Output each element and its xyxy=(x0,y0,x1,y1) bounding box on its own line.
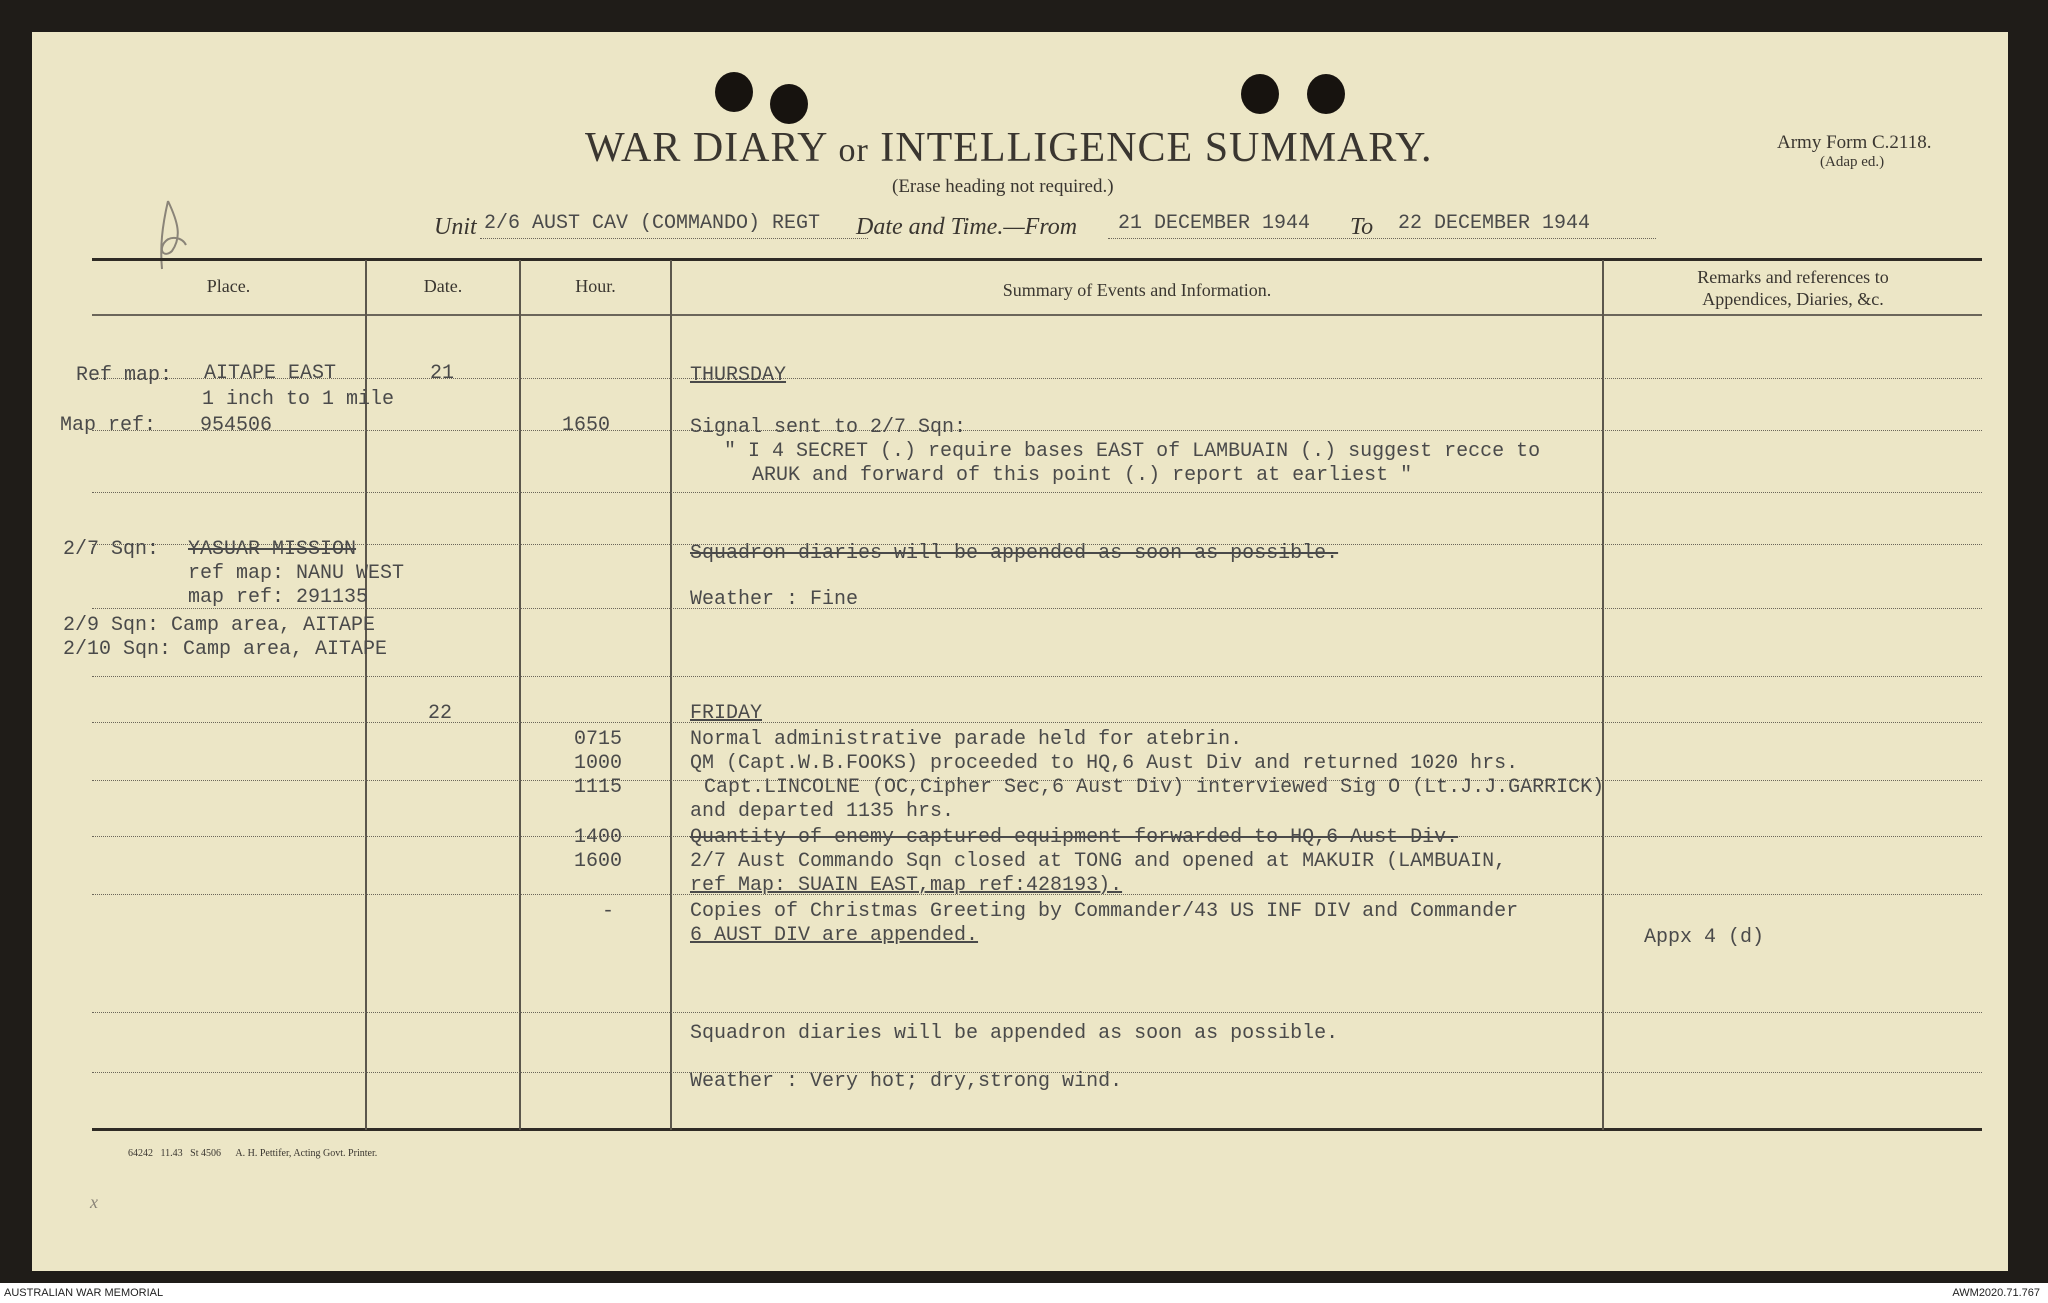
title-rest: INTELLIGENCE SUMMARY. xyxy=(880,125,1433,171)
row-line xyxy=(92,722,1982,723)
to-label: To xyxy=(1350,214,1374,240)
weather-thursday: Weather : Fine xyxy=(690,588,859,611)
map-ref-value: 954506 xyxy=(200,414,273,437)
date-time-label: Date and Time.—From xyxy=(856,214,1078,240)
event-1115-line2: and departed 1135 hrs. xyxy=(690,800,955,823)
unit-label: Unit xyxy=(434,214,477,240)
sqn-2-7-ref-map: ref map: NANU WEST xyxy=(188,562,405,585)
unit-dotted-line xyxy=(480,238,868,239)
day-thursday: THURSDAY xyxy=(690,364,787,387)
column-header-remarks xyxy=(1604,266,1982,310)
war-diary-sheet xyxy=(32,32,2008,1271)
army-form-number: Army Form C.2118. xyxy=(1777,132,1932,153)
punch-hole xyxy=(1241,74,1279,114)
hour-1115: 1115 xyxy=(574,776,623,799)
column-header-summary: Summary of Events and Information. xyxy=(1002,280,1272,300)
event-1115-line1: Capt.LINCOLNE (OC,Cipher Sec,6 Aust Div) interviewed Sig O (Lt.J.J.GARRICK) xyxy=(704,776,1605,799)
appendix-reference: Appx 4 (d) xyxy=(1644,926,1765,949)
column-header-place: Place. xyxy=(206,276,251,296)
column-divider-hour xyxy=(670,260,672,1130)
event-1600-line2: ref Map: SUAIN EAST,map ref:428193). xyxy=(690,874,1123,897)
corner-pencil-mark: x xyxy=(90,1192,98,1212)
row-line xyxy=(92,676,1982,677)
event-1400: Quantity of enemy captured equipment forwarded to HQ,6 Aust Div. xyxy=(690,826,1459,849)
ref-map-value: AITAPE EAST xyxy=(204,362,337,385)
form-title xyxy=(585,124,1433,172)
sqn-2-10-entry: 2/10 Sqn: Camp area, AITAPE xyxy=(63,638,388,661)
row-line xyxy=(92,430,1982,431)
unit-value: 2/6 AUST CAV (COMMANDO) REGT xyxy=(484,212,821,235)
sqn-2-7-map-ref: map ref: 291135 xyxy=(188,586,369,609)
punch-hole xyxy=(770,84,808,124)
archive-footer xyxy=(0,1283,2048,1303)
column-divider-date xyxy=(519,260,521,1130)
punch-hole xyxy=(1307,74,1345,114)
map-scale: 1 inch to 1 mile xyxy=(202,388,395,411)
row-line xyxy=(92,608,1982,609)
column-header-hour: Hour. xyxy=(575,276,616,296)
signature-mark xyxy=(152,197,202,277)
row-line xyxy=(92,1012,1982,1013)
event-0715: Normal administrative parade held for atebrin. xyxy=(690,728,1243,751)
map-ref-label: Map ref: xyxy=(60,414,157,437)
punch-hole xyxy=(715,72,753,112)
copies-line2: 6 AUST DIV are appended. xyxy=(690,924,979,947)
sqn-2-7-label: 2/7 Sqn: xyxy=(63,538,160,561)
remarks-header-line1: Remarks and references to xyxy=(1697,267,1889,287)
date-22: 22 xyxy=(428,702,453,725)
day-friday: FRIDAY xyxy=(690,702,763,725)
signal-quote-line2: ARUK and forward of this point (.) report at earliest " xyxy=(752,464,1413,487)
table-top-rule xyxy=(92,258,1982,261)
event-1600-line1: 2/7 Aust Commando Sqn closed at TONG and opened at MAKUIR (LAMBUAIN, xyxy=(690,850,1507,873)
date-dotted-line xyxy=(1108,238,1656,239)
printer-imprint: 64242 11.43 St 4506 A. H. Pettifer, Acting Govt. Printer. xyxy=(128,1148,378,1159)
hour-1600: 1600 xyxy=(574,850,623,873)
form-subtitle: (Erase heading not required.) xyxy=(892,176,1114,197)
hour-dash: - xyxy=(602,900,615,923)
signal-quote-line1: " I 4 SECRET (.) require bases EAST of LAMBUAIN (.) suggest recce to xyxy=(724,440,1541,463)
copies-line1: Copies of Christmas Greeting by Commander/43 US INF DIV and Commander xyxy=(690,900,1519,923)
title-main: WAR DIARY xyxy=(585,125,827,171)
column-divider-summary xyxy=(1602,260,1604,1130)
diaries-note: Squadron diaries will be appended as soon as possible. xyxy=(690,1022,1339,1045)
army-form-adapted: (Adap ed.) xyxy=(1820,154,1885,170)
hour-1650: 1650 xyxy=(562,414,611,437)
sqn-2-7-value: YASUAR MISSION xyxy=(188,538,357,561)
sqn-2-9-entry: 2/9 Sqn: Camp area, AITAPE xyxy=(63,614,376,637)
signal-line: Signal sent to 2/7 Sqn: xyxy=(690,416,967,439)
row-line xyxy=(92,378,1982,379)
column-header-date: Date. xyxy=(423,276,463,296)
diaries-note-struck: Squadron diaries will be appended as soon as possible. xyxy=(690,542,1339,565)
weather-friday: Weather : Very hot; dry,strong wind. xyxy=(690,1070,1123,1093)
header-bottom-rule xyxy=(92,314,1982,316)
event-1000: QM (Capt.W.B.FOOKS) proceeded to HQ,6 Aust Div and returned 1020 hrs. xyxy=(690,752,1519,775)
hour-1000: 1000 xyxy=(574,752,623,775)
hour-1400: 1400 xyxy=(574,826,623,849)
hour-0715: 0715 xyxy=(574,728,623,751)
archive-accession-number: AWM2020.71.767 xyxy=(1952,1287,2040,1299)
date-to-value: 22 DECEMBER 1944 xyxy=(1398,212,1591,235)
table-bottom-rule xyxy=(92,1128,1982,1131)
row-line xyxy=(92,492,1982,493)
archive-name: AUSTRALIAN WAR MEMORIAL xyxy=(4,1287,164,1299)
ref-map-label: Ref map: xyxy=(76,364,173,387)
remarks-header-line2: Appendices, Diaries, &c. xyxy=(1702,289,1884,309)
date-21: 21 xyxy=(430,362,455,385)
title-or: or xyxy=(838,132,869,169)
date-from-value: 21 DECEMBER 1944 xyxy=(1118,212,1311,235)
